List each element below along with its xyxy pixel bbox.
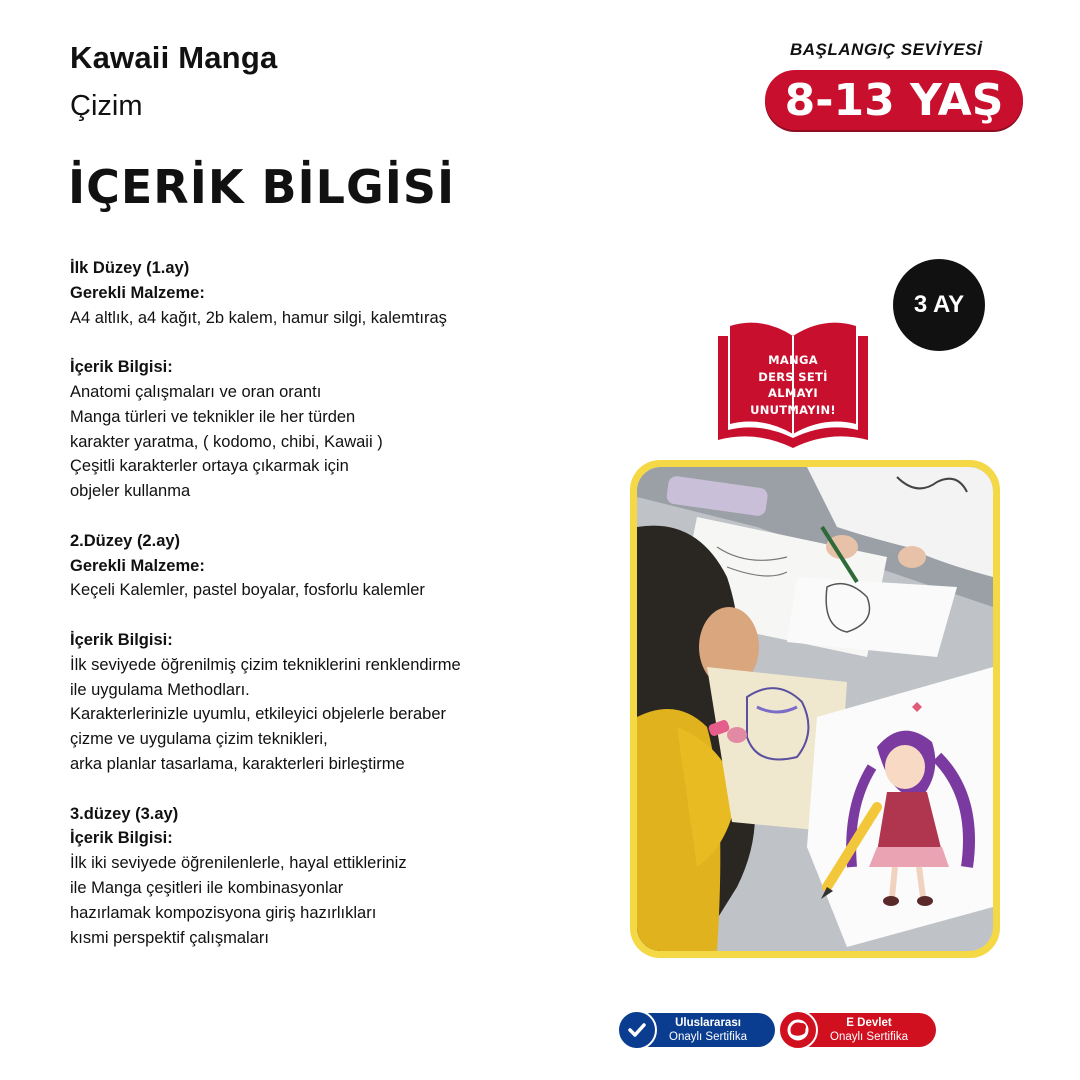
level-2-content-line: ile uygulama Methodları. (70, 680, 250, 699)
level-3-content-line: kısmi perspektif çalışmaları (70, 928, 269, 947)
level-2-content-label: İçerik Bilgisi: (70, 630, 173, 649)
level-1-content-line: Çeşitli karakterler ortaya çıkarmak için (70, 457, 349, 476)
e-devlet-logo-icon (778, 1010, 818, 1050)
level-1-block (70, 256, 590, 330)
level-1-content-line: karakter yaratma, ( kodomo, chibi, Kawaii ) (70, 432, 383, 451)
level-3-block (70, 802, 590, 951)
certificate-international-pill (641, 1013, 775, 1047)
level-1-content-line: Manga türleri ve teknikler ile her türden (70, 407, 356, 426)
age-range-badge (765, 70, 1023, 130)
level-1-content-block (70, 355, 590, 504)
certificate-e-devlet-line2: Onaylı Sertifika (830, 1031, 908, 1043)
level-2-content-block (70, 628, 590, 777)
level-label: BAŞLANGIÇ SEVİYESİ (790, 40, 983, 59)
course-subtitle: Çizim (70, 90, 143, 122)
level-2-content-line: çizme ve uygulama çizim teknikleri, (70, 730, 328, 749)
certificate-e-devlet-line1: E Devlet (846, 1017, 892, 1029)
certificate-e-devlet-pill (802, 1013, 936, 1047)
level-2-heading: 2.Düzey (2.ay) (70, 531, 181, 550)
level-3-content-label: İçerik Bilgisi: (70, 829, 173, 848)
reminder-line: DERS SETİ (758, 369, 828, 384)
duration-text: 3 AY (913, 291, 965, 318)
level-2-block (70, 529, 590, 603)
level-3-content-line: hazırlamak kompozisyona giriş hazırlıkları (70, 903, 377, 922)
level-1-heading: İlk Düzey (1.ay) (70, 259, 190, 277)
reminder-line: MANGA (768, 353, 818, 367)
level-1-content-line: objeler kullanma (70, 482, 191, 501)
reminder-line: UNUTMAYIN! (750, 402, 836, 417)
course-title: Kawaii Manga (70, 40, 278, 75)
certificate-international (617, 1010, 777, 1050)
level-1-materials: A4 altlık, a4 kağıt, 2b kalem, hamur silgi, kalemtıraş (70, 308, 447, 327)
level-1-content-line: Anatomi çalışmaları ve oran orantı (70, 382, 322, 401)
duration-badge (893, 259, 985, 351)
level-2-materials: Keçeli Kalemler, pastel boyalar, fosforlu kalemler (70, 581, 425, 600)
check-badge-icon (617, 1010, 657, 1050)
reminder-text (742, 352, 844, 418)
level-3-content-line: ile Manga çeşitleri ile kombinasyonlar (70, 878, 344, 897)
course-content (70, 256, 590, 975)
level-1-materials-label: Gerekli Malzeme: (70, 283, 205, 302)
age-range-text: 8-13 YAŞ (784, 74, 1004, 126)
reminder-line: ALMAYI (768, 386, 818, 400)
level-2-content-line: arka planlar tasarlama, karakterleri birleştirme (70, 754, 405, 773)
level-2-content-line: İlk seviyede öğrenilmiş çizim tekniklerini renklendirme (70, 655, 461, 674)
students-drawing-photo (637, 467, 993, 951)
level-1-content-label: İçerik Bilgisi: (70, 358, 173, 377)
certificate-international-line2: Onaylı Sertifika (669, 1031, 747, 1043)
certificate-e-devlet (778, 1010, 938, 1050)
section-title: İÇERİK BİLGİSİ (68, 160, 456, 214)
level-2-materials-label: Gerekli Malzeme: (70, 556, 205, 575)
certificate-international-line1: Uluslararası (675, 1017, 741, 1029)
level-2-content-line: Karakterlerinizle uyumlu, etkileyici objelerle beraber (70, 705, 447, 724)
level-3-heading: 3.düzey (3.ay) (70, 804, 179, 823)
level-3-content-line: İlk iki seviyede öğrenilenlerle, hayal ettikleriniz (70, 854, 407, 873)
